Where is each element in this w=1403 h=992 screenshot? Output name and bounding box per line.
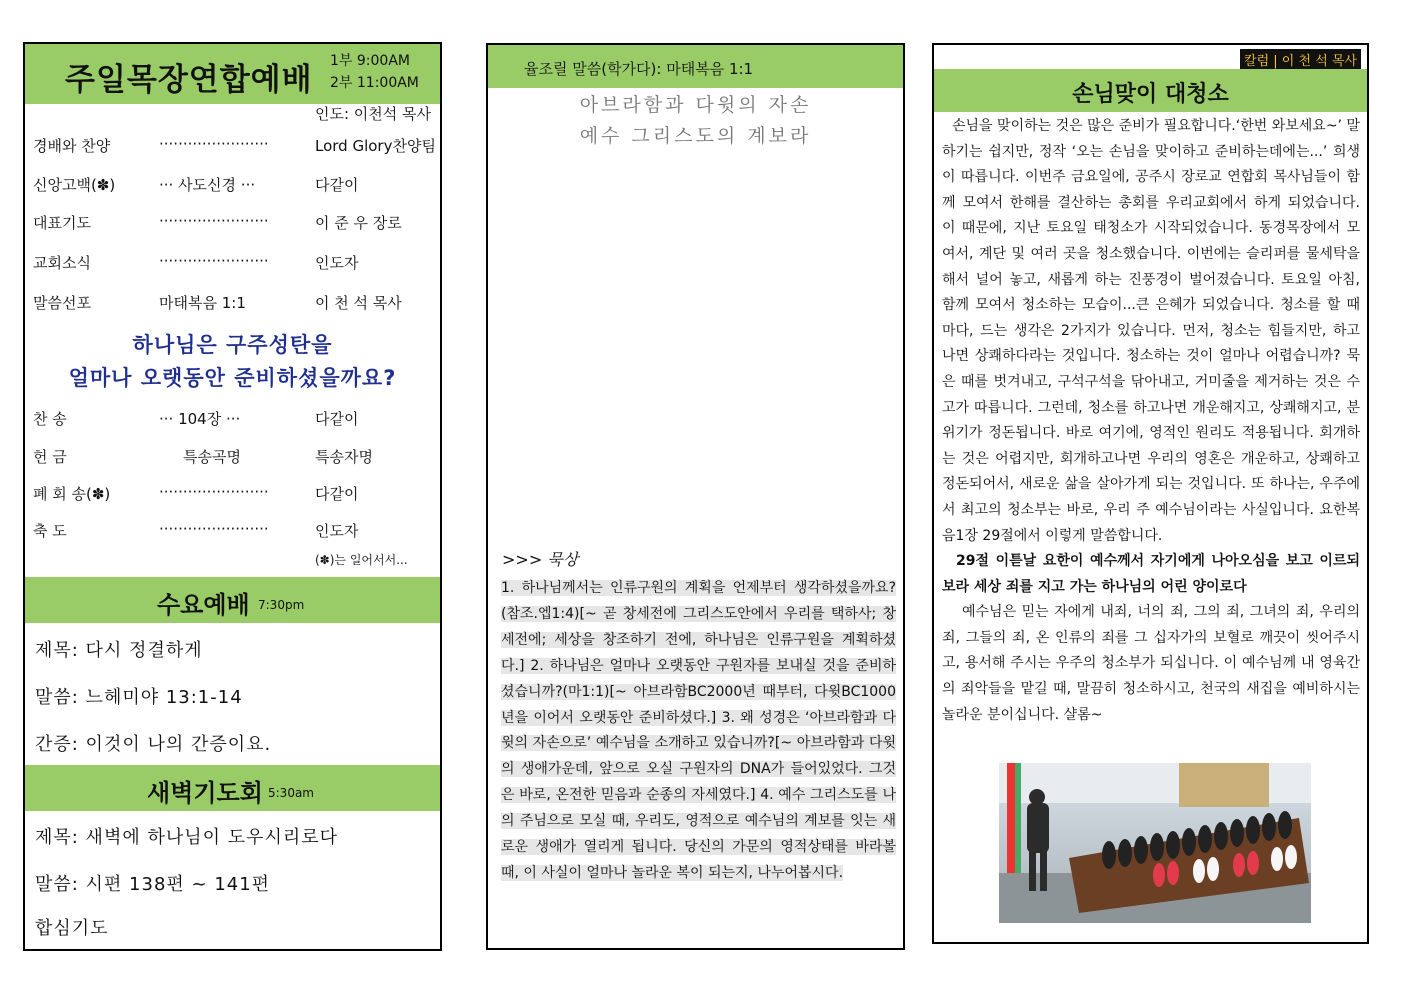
column-title: 손님맞이 대청소 — [1072, 82, 1229, 107]
order-mid: ······················· — [159, 520, 269, 538]
order-item: 경배와 찬양 — [33, 137, 111, 155]
order-item: 찬 송 — [33, 410, 67, 428]
column-paragraph: 예수님은 믿는 자에게 내죄, 너의 죄, 그의 죄, 그녀의 죄, 우리의 죄, 그들의 죄, 온 인류의 죄를 그 십자가의 보혈로 깨끗이 씻어주시고, 용서해 주시는 우주의 청소부가 되십니다. 이 예수님께 내 영육간의 죄악들을 맡길 때, 말끔히 청소하시고, 천국의 새집을 예비하시는 놀라운 분이십니다. 샬롬~ — [942, 604, 1360, 723]
order-row — [33, 135, 436, 157]
order-row — [33, 446, 433, 468]
dawn-subject: 제목: 새벽에 하나님이 도우시리로다 — [35, 827, 339, 848]
service-time-1: 1부 9:00AM — [330, 53, 410, 69]
order-item: 대표기도 — [33, 214, 91, 232]
order-row — [33, 212, 433, 234]
meditation-questions — [501, 576, 896, 887]
order-who: 인도자 — [315, 522, 359, 540]
dawn-prayer-band — [25, 765, 440, 811]
order-item: 폐 회 송(✽) — [33, 485, 111, 503]
wednesday-testimony: 간증: 이것이 나의 간증이요. — [35, 734, 272, 755]
column-byline: 칼럼 | 이 천 석 목사 — [1240, 49, 1361, 70]
sunday-service-title: 주일목장연합예배 — [65, 62, 313, 98]
sermon-subtitle-1: 아브라함과 다윗의 자손 — [579, 94, 812, 116]
sunday-service-header — [25, 44, 440, 104]
order-who: 다같이 — [315, 410, 359, 428]
order-row — [33, 408, 433, 430]
standing-note-row — [33, 551, 433, 573]
order-who: 이 천 석 목사 — [315, 294, 402, 312]
presider: 인도: 이천석 목사 — [315, 105, 432, 123]
sermon-subtitle-2: 예수 그리스도의 계보라 — [579, 125, 812, 147]
order-item: 축 도 — [33, 522, 67, 540]
meditation-text: 1. 하나님께서는 인류구원의 계획을 언제부터 생각하셨을까요?(참조.엡1:4)[~ 곧 창세전에 그리스도안에서 우리를 택하사; 창세전에; 세상을 창조하기 전에, 하나님은 인류구원을 계획하셨다.] 2. 하나님은 얼마나 오랫동안 구원자를 보내실 것을 준비하셨습니까?(마1:1)[~ 아브라함BC2000년 때부터, 다윗BC1000년을 이어서 오랫동안 준비하셨다.] 3. 왜 성경은 ‘아브라함과 다윗의 자손으로’ 예수님을 소개하고 있습니까?[~ 아브라함과 다윗의 생애가운데, 앞으로 오실 구원자의 DNA가 들어있었다. 그것은 바로, 온전한 믿음과 순종의 자세였다.] 4. 예수 그리스도를 나의 주님으로 모실 때, 우리도, 영적으로 예수님의 계보를 잇는 새로운 생애가 열리게 됩니다. 당신의 가문의 영적상태를 바라볼 때, 이 사실이 얼마나 놀라운 복이 되는지, 나누어봅시다. — [501, 580, 896, 881]
dawn-prayer-title: 새벽기도회 — [147, 779, 263, 807]
scripture-quote: 29절 이튿날 요한이 예수께서 자기에게 나아오심을 보고 이르되 보라 세상 죄를 지고 가는 하나님의 어린 양이로다 — [942, 553, 1360, 595]
sunday-service-times — [330, 50, 419, 94]
column-paragraph: 손님을 맞이하는 것은 많은 준비가 필요합니다.‘한번 와보세요~’ 말하기는 쉽지만, 정작 ‘오는 손님을 맞이하고 준비하는데에는...’ 희생이 따릅니다. 이번주 금요일에, 공주시 장로교 연합회 목사님들이 함께 모여서 한해를 결산하는 총회를 우리교회에서 하게 되었습니다. 이 때문에, 지난 토요일 태청소가 시작되었습니다. 동경목장에서 모여서, 계단 및 여러 곳을 청소했습니다. 이번에는 슬리퍼를 물세탁을 해서 널어 놓고, 새롭게 하는 진풍경이 벌어졌습니다. 토요일 아침, 함께 모여서 청소하는 모습이...큰 은혜가 되었습니다. 청소를 할 때마다, 드는 생각은 2가지가 있습니다. 먼저, 청소는 힘들지만, 하고 나면 상쾌하다라는 것입니다. 청소하는 것이 얼마나 어렵습니까? 묵은 때를 벗겨내고, 구석구석을 닦아내고, 거미줄을 제거하는 것은 수고가 따릅니다. 그런데, 청소를 하고나면 개운해지고, 상쾌해지고, 분위기가 정돈됩니다. 바로 여기에, 영적인 원리도 적용됩니다. 회개하는 것은 어렵지만, 회개하고나면 우리의 영혼은 개운하고, 상쾌하고 정돈되어서, 새로운 삶을 살아가게 되는 것입니다. 또 하나는, 우주에서 최고의 청소부는 바로, 우리 주 예수님이라는 사실입니다. 요한복음1장 29절에서 이렇게 말씀합니다. — [942, 118, 1360, 544]
order-item: 말씀선포 — [33, 294, 91, 312]
presider-row — [33, 103, 433, 125]
order-mid: ······················· — [159, 483, 269, 501]
order-row — [33, 483, 433, 505]
order-who: 인도자 — [315, 254, 359, 272]
order-row — [33, 520, 433, 542]
order-mid: ······················· — [159, 252, 269, 270]
bulletin-panel-services — [23, 42, 442, 951]
order-who: Lord Glory찬양팀 — [315, 137, 436, 155]
sermon-title-line1: 하나님은 구주성탄을 — [132, 333, 333, 357]
order-row — [33, 174, 433, 196]
order-row — [33, 292, 433, 314]
bulletin-panel-column — [932, 43, 1369, 944]
meditation-label: >>> 묵상 — [502, 550, 579, 569]
service-time-2: 2부 11:00AM — [330, 75, 419, 91]
standing-note: (✽)는 일어서서... — [315, 553, 408, 567]
order-item: 신앙고백(✽) — [33, 176, 116, 194]
sermon-header-text: 율조릴 말씀(학가다): 마태복음 1:1 — [524, 60, 754, 78]
order-row — [33, 252, 433, 274]
dawn-prayer: 합심기도 — [35, 918, 109, 939]
wednesday-service-title: 수요예배 — [157, 591, 250, 619]
order-item: 교회소식 — [33, 254, 91, 272]
wednesday-service-time: 7:30pm — [258, 598, 305, 612]
sermon-header — [488, 45, 903, 88]
wednesday-scripture: 말씀: 느헤미야 13:1-14 — [35, 687, 243, 708]
column-body — [942, 114, 1360, 728]
column-header — [934, 69, 1367, 112]
order-mid: ··· 104장 ··· — [159, 410, 241, 428]
bulletin-panel-sermon — [486, 43, 905, 950]
slippers-drying-photo — [999, 763, 1311, 923]
dawn-prayer-time: 5:30am — [268, 786, 314, 800]
order-mid: ··· 사도신경 ··· — [159, 176, 256, 194]
wednesday-service-band — [25, 577, 440, 623]
order-who: 다같이 — [315, 485, 359, 503]
dawn-scripture: 말씀: 시편 138편 ~ 141편 — [35, 874, 271, 895]
order-mid: 특송곡명 — [183, 448, 241, 466]
order-who: 다같이 — [315, 176, 359, 194]
order-mid: 마태복음 1:1 — [159, 294, 246, 312]
order-item: 헌 금 — [33, 448, 67, 466]
order-mid: ······················· — [159, 212, 269, 230]
order-who: 특송자명 — [315, 448, 373, 466]
order-mid: ······················· — [159, 135, 269, 153]
sermon-title-line2: 얼마나 오랫동안 준비하셨을까요? — [68, 366, 397, 390]
order-who: 이 준 우 장로 — [315, 214, 402, 232]
wednesday-subject: 제목: 다시 정결하게 — [35, 640, 203, 661]
